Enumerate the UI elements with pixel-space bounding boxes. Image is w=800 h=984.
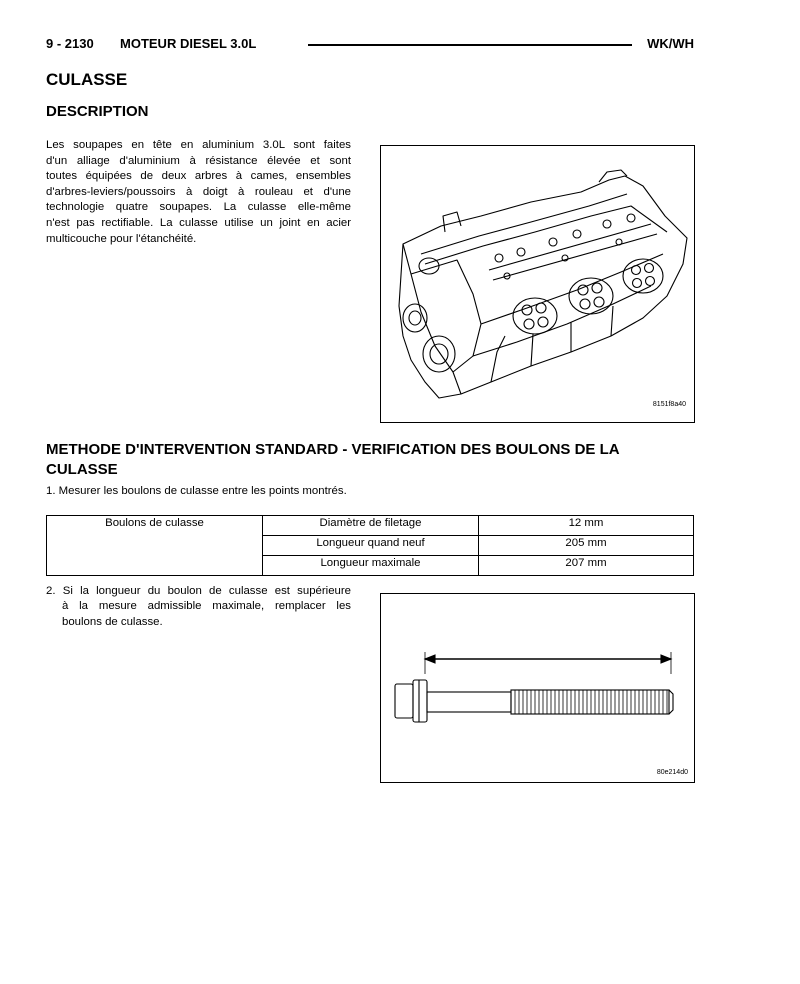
- description-line: toutes équipées de deux arbres à cames, ensembles: [46, 170, 351, 183]
- procedure-heading-line: CULASSE: [46, 461, 118, 478]
- manual-title: MOTEUR DIESEL 3.0L: [120, 36, 257, 51]
- bolt-spec-table: [46, 515, 694, 576]
- description-heading: DESCRIPTION: [46, 103, 149, 120]
- step-1-text: 1. Mesurer les boulons de culasse entre les points montrés.: [46, 485, 347, 497]
- bolt-measurement-figure: [380, 593, 695, 783]
- table-row-header: Boulons de culasse: [47, 516, 263, 576]
- model-code: WK/WH: [647, 36, 694, 51]
- spec-label: Longueur quand neuf: [263, 536, 479, 556]
- spec-label: Diamètre de filetage: [263, 516, 479, 536]
- description-line: Les soupapes en tête en aluminium 3.0L sont faites: [46, 139, 351, 151]
- table-row: [47, 516, 694, 536]
- description-line: d'arbres-leviers/poussoirs à doigt à rouleau et d'une: [46, 185, 351, 198]
- procedure-heading-line: METHODE D'INTERVENTION STANDARD - VERIFICATION DES BOULONS DE LA: [46, 441, 620, 458]
- figure-code-label: 8151f8a40: [652, 401, 686, 408]
- spec-value: 207 mm: [479, 556, 694, 576]
- step-2-text: [46, 584, 351, 630]
- spec-value: 205 mm: [479, 536, 694, 556]
- description-paragraph: [46, 138, 351, 247]
- spec-value: 12 mm: [479, 516, 694, 536]
- cylinder-head-illustration: [381, 146, 694, 422]
- step-2-line: 2. Si la longueur du boulon de culasse est supérieure: [46, 585, 351, 597]
- description-line: multicouche pour l'étanchéité.: [46, 232, 197, 245]
- thread-lines: [515, 690, 667, 714]
- procedure-heading: [46, 440, 696, 480]
- step-2-line: boulons de culasse.: [62, 615, 163, 628]
- section-title: CULASSE: [46, 70, 128, 89]
- figure-code-label: 80e214d0: [656, 769, 688, 776]
- description-line: technologie quatre soupapes. La culasse elle-même: [46, 201, 351, 214]
- spec-label: Longueur maximale: [263, 556, 479, 576]
- page-header: [46, 36, 694, 52]
- step-2-line: à la mesure admissible maximale, remplacer les: [62, 600, 351, 613]
- head-bolt-illustration: [381, 594, 694, 782]
- description-line: n'est pas rectifiable. La culasse utilise un joint en acier: [46, 216, 351, 229]
- description-line: d'un alliage d'aluminium à résistance élevée et sont: [46, 154, 351, 167]
- cylinder-head-figure: [380, 145, 695, 423]
- header-rule: [308, 44, 632, 46]
- page-number: 9 - 2130: [46, 36, 94, 51]
